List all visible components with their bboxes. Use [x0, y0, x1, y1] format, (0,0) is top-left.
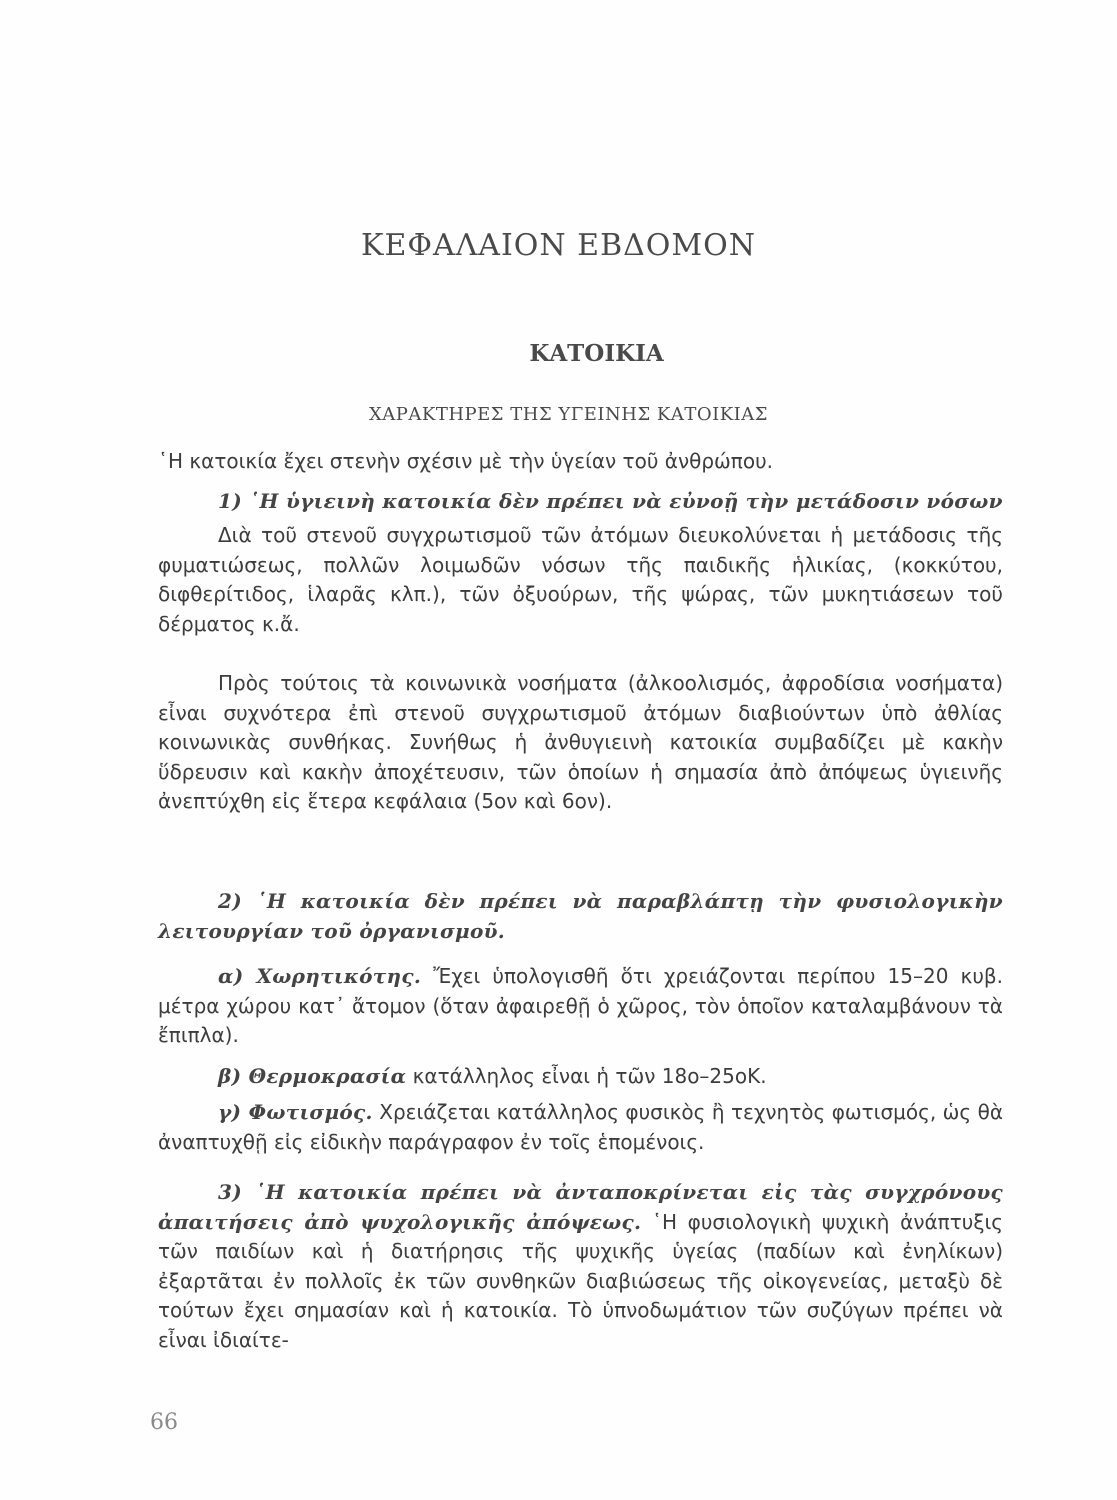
point-2-item-b-text: κατάλληλος εἶναι ἡ τῶν 18ο–25οΚ. [412, 1064, 767, 1088]
point-2-item-c [158, 1098, 1003, 1157]
page-number: 66 [150, 1410, 178, 1435]
point-2-item-a [158, 962, 1003, 1051]
point-3-paragraph [158, 1178, 1003, 1355]
chapter-title: ΚΕΦΑΛΑΙΟΝ ΕΒΔΟΜΟΝ [361, 228, 756, 263]
point-2-item-c-text: Χρειάζεται κατάλληλος φυσικὸς ἢ τεχνητὸς φωτισμός, ὡς θὰ ἀναπτυχθῇ εἰς εἰδικὴν παράγραφον ἐν τοῖς ἑπομένοις. [158, 1100, 1004, 1154]
point-1-heading-text: 1) ῾Η ὑγιεινὴ κατοικία δὲν πρέπει νὰ εὐνοῇ τὴν μετάδοσιν νόσων [218, 489, 1003, 513]
point-2-item-a-text: Ἔχει ὑπολογισθῆ ὅτι χρειάζονται περίπου 15–20 κυβ. μέτρα χώρου κατ᾿ ἄτομον (ὅταν ἀφαιρεθῇ ὁ χῶρος, τὸν ὁποῖον καταλαμβάνουν τὰ ἔπιπλα). [158, 964, 1004, 1047]
point-1-heading [158, 487, 1003, 517]
point-2-item-b-label: β) Θερμοκρασία [218, 1064, 407, 1088]
point-2-heading-text: 2) ῾Η κατοικία δὲν πρέπει νὰ παραβλάπτῃ τὴν φυσιολογικὴν λειτουργίαν τοῦ ὀργανισμοῦ. [158, 889, 1003, 943]
point-3-heading-text: 3) ῾Η κατοικία πρέπει νὰ ἀνταποκρίνεται εἰς τὰς συγχρόνους ἀπαιτήσεις ἀπὸ ψυχολογικῆς ἀπόψεως. [158, 1180, 1003, 1234]
subsection-title: ΧΑΡΑΚΤΗΡΕΣ ΤΗΣ ΥΓΕΙΝΗΣ ΚΑΤΟΙΚΙΑΣ [368, 404, 769, 425]
point-3-text: ῾Η φυσιολογικὴ ψυχικὴ ἀνάπτυξις τῶν παιδίων καὶ ἡ διατήρησις τῆς ψυχικῆς ὑγείας (παδίων καὶ ἐνηλίκων) ἐξαρτᾶται ἐν πολλοῖς ἐκ τῶν συνθηκῶν διαβιώσεως τῆς οἰκογενείας, μεταξὺ δὲ τούτων ἔχει σημασίαν καὶ ἡ κατοικία. Τὸ ὑπνοδωμάτιον τῶν συζύγων πρέπει νὰ εἶναι ἰδιαίτε- [158, 1209, 1003, 1352]
point-1-paragraph-1: Διὰ τοῦ στενοῦ συγχρωτισμοῦ τῶν ἀτόμων διευκολύνεται ἡ μετάδοσις τῆς φυματιώσεως, πολλῶν λοιμωδῶν νόσων τῆς παιδικῆς ἡλικίας, (κοκκύτου, διφθερίτιδος, ἱλαρᾶς κλπ.), τῶν ὀξυούρων, τῆς ψώρας, τῶν μυκητιάσεων τοῦ δέρματος κ.ἄ. [158, 523, 1003, 636]
point-2-heading [158, 887, 1003, 946]
point-1-paragraph-2: Πρὸς τούτοις τὰ κοινωνικὰ νοσήματα (ἀλκοολισμός, ἀφροδίσια νοσήματα) εἶναι συχνότερα ἐπὶ στενοῦ συγχρωτισμοῦ ἀτόμων διαβιούντων ὑπὸ ἀθλίας κοινωνικὰς συνθήκας. Συνήθως ἡ ἀνθυγιεινὴ κατοικία συμβαδίζει μὲ κακὴν ὕδρευσιν καὶ κακὴν ἀποχέτευσιν, τῶν ὁποίων ἡ σημασία ἀπὸ ἀπόψεως ὑγιεινῆς ἀνεπτύχθη εἰς ἕτερα κεφάλαια (5ον καὶ 6ον). [158, 671, 1003, 813]
point-2-item-c-label: γ) Φωτισμός. [218, 1100, 373, 1124]
point-2-item-b [158, 1062, 1003, 1092]
point-2-item-a-label: α) Χωρητικότης. [218, 964, 422, 988]
section-title: ΚΑΤΟΙΚΙΑ [529, 340, 664, 367]
intro-paragraph: ῾Η κατοικία ἔχει στενὴν σχέσιν μὲ τὴν ὑγείαν τοῦ ἀνθρώπου. [158, 449, 774, 473]
